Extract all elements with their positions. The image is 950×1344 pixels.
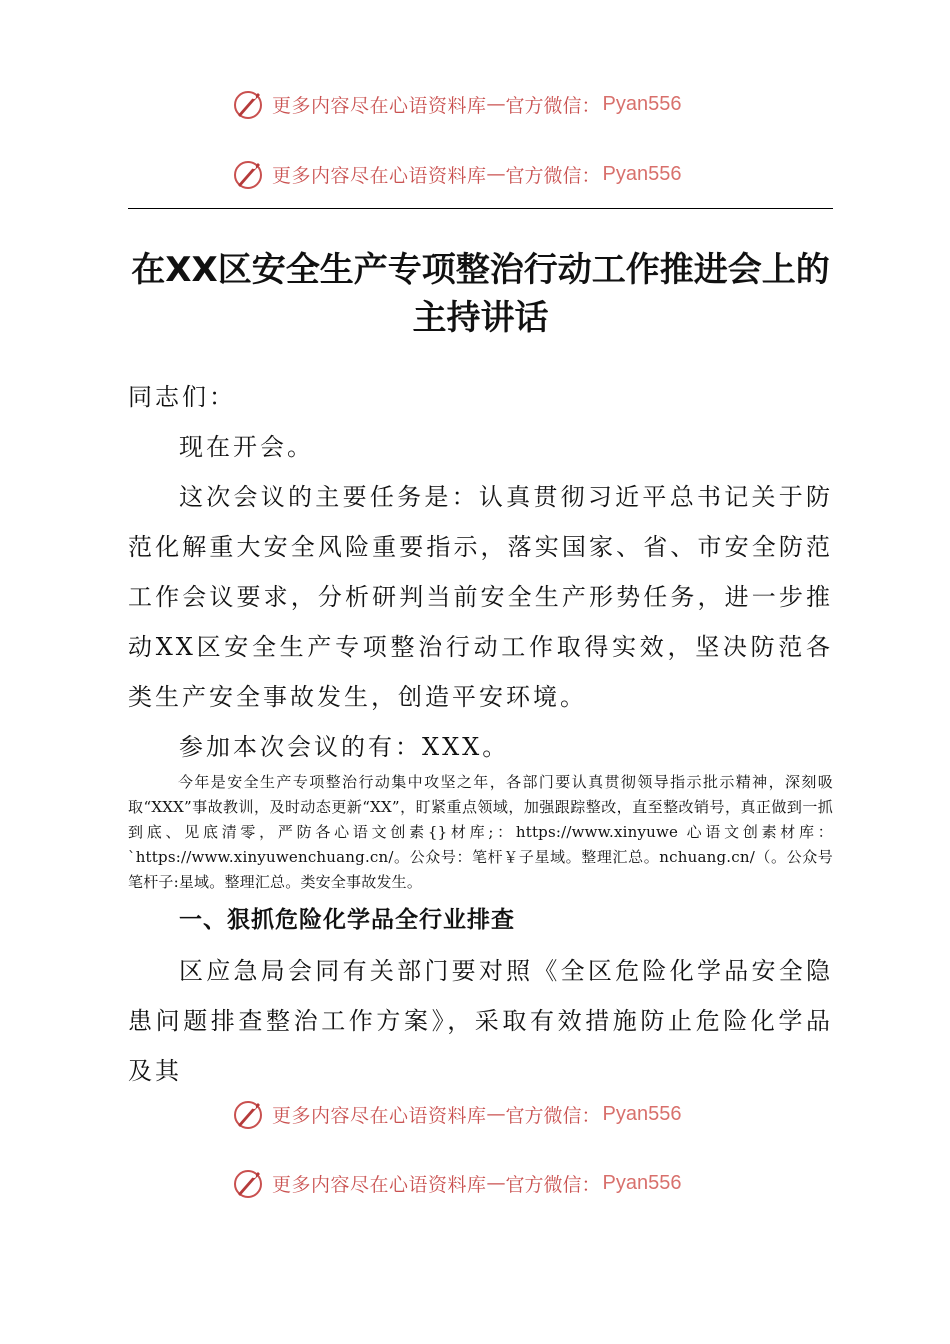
header-rule [128, 208, 833, 209]
banner-text: 更多内容尽在心语资料库 [272, 1173, 487, 1196]
pen-nib-logo-icon [232, 1097, 266, 1131]
header-banner [232, 86, 682, 122]
banner-wechat-id: Pyan556 [602, 1171, 682, 1194]
banner-separator: — [486, 93, 506, 115]
header-banner [232, 156, 682, 192]
section-heading-1: 一、狠抓危险化学品全行业排查 [179, 907, 515, 933]
paragraph-section-1: 区应急局会同有关部门要对照《全区危险化学品安全隐患问题排查整治工作方案》，采取有效措施防止危险化学品及其 [128, 957, 833, 1085]
banner-text: 更多内容尽在心语资料库 [272, 94, 487, 117]
banner-wechat-label: 官方微信： [505, 1173, 601, 1196]
banner-wechat-label: 官方微信： [505, 1104, 601, 1127]
banner-wechat-id: Pyan556 [602, 162, 682, 185]
paragraph-opening: 现在开会。 [179, 433, 314, 461]
pen-nib-logo-icon [232, 87, 266, 121]
paragraph-small-print: 今年是安全生产专项整治行动集中攻坚之年，各部门要认真贯彻领导指示批示精神，深刻吸取“XXX”事故教训，及时动态更新“XX”，盯紧重点领域，加强跟踪整改，直至整改销号，真正做到一抓到底、见底清零，严防各心语文创素{}材库;：https://www.xinyuwe 心语文创素材库：`https://www.xinyuwenchuang.cn/。公众号：笔杆￥子星域。整理汇总。nchuang.cn/（。公众号笔杆子:星域。整理汇总。类安全事故发生。 [128, 773, 833, 891]
pen-nib-logo-icon [232, 1166, 266, 1200]
pen-nib-logo-icon [232, 157, 266, 191]
banner-wechat-label: 官方微信： [505, 94, 601, 117]
banner-text: 更多内容尽在心语资料库 [272, 1104, 487, 1127]
footer-banner [232, 1096, 682, 1132]
document-title: 在XX区安全生产专项整治行动工作推进会上的主持讲话 [131, 250, 830, 338]
banner-text: 更多内容尽在心语资料库 [272, 164, 487, 187]
salutation: 同志们： [128, 383, 236, 411]
banner-separator: — [486, 1172, 506, 1194]
banner-wechat-label: 官方微信： [505, 164, 601, 187]
paragraph-meeting-tasks: 这次会议的主要任务是：认真贯彻习近平总书记关于防范化解重大安全风险重要指示，落实国家、省、市安全防范工作会议要求，分析研判当前安全生产形势任务，进一步推动XX区安全生产专项整治行动工作取得实效，坚决防范各类生产安全事故发生，创造平安环境。 [128, 483, 833, 711]
banner-wechat-id: Pyan556 [602, 1102, 682, 1125]
banner-separator: — [486, 1103, 506, 1125]
paragraph-attendees: 参加本次会议的有：XXX。 [179, 733, 510, 761]
banner-separator: — [486, 163, 506, 185]
banner-wechat-id: Pyan556 [602, 92, 682, 115]
footer-banner [232, 1165, 682, 1201]
